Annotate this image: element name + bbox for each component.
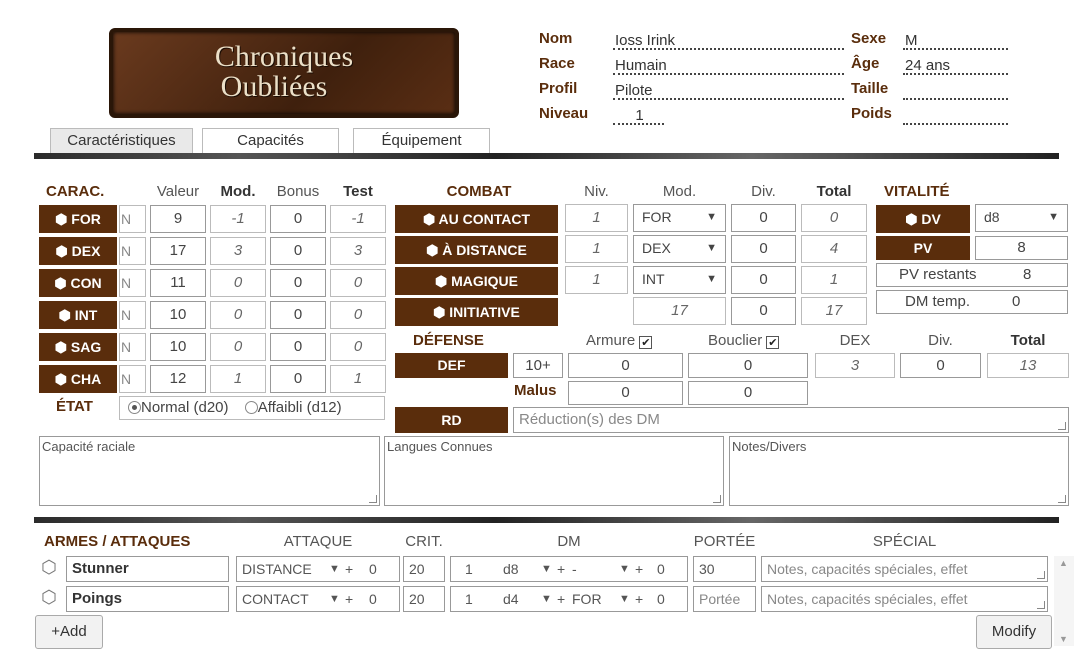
weapon-attack-bonus[interactable]: 0 xyxy=(369,591,377,607)
vitalite-header: VITALITÉ xyxy=(884,183,950,200)
valeur-header: Valeur xyxy=(156,183,200,200)
carac-int-nn[interactable]: N xyxy=(119,301,146,329)
logo-line-2: Oubliées xyxy=(220,70,328,103)
int-mod: 0 xyxy=(210,301,266,329)
sag-mod: 0 xyxy=(210,333,266,361)
carac-header: CARAC. xyxy=(46,183,105,200)
def-label: DEF xyxy=(395,353,508,378)
magique-mod-value: INT xyxy=(642,271,665,287)
weapon-portee-field[interactable]: Portée xyxy=(693,586,756,612)
initiative-base: 17 xyxy=(633,297,726,325)
carac-for-nn[interactable]: N xyxy=(119,205,146,233)
poids-field[interactable] xyxy=(903,105,1008,125)
test-header: Test xyxy=(343,183,373,200)
resize-grip-icon[interactable] xyxy=(1037,571,1045,579)
malus-armure[interactable]: 0 xyxy=(568,381,683,405)
initiative-button[interactable]: ⬢ INITIATIVE xyxy=(395,298,558,326)
dex-test: 3 xyxy=(330,237,386,265)
weapon-special-placeholder: Notes, capacités spéciales, effet xyxy=(767,591,968,607)
combat-div-header: Div. xyxy=(751,183,776,200)
mod-header: Mod. xyxy=(220,183,256,200)
scroll-up-icon[interactable]: ▲ xyxy=(1059,558,1068,568)
chevron-down-icon: ▼ xyxy=(619,563,630,575)
chevron-down-icon: ▼ xyxy=(706,242,717,254)
magique-niv: 1 xyxy=(565,266,628,294)
sexe-label: Sexe xyxy=(851,30,887,47)
sag-test: 0 xyxy=(330,333,386,361)
poids-label: Poids xyxy=(851,105,892,122)
add-weapon-button[interactable]: +Add xyxy=(35,615,103,649)
magique-div[interactable]: 0 xyxy=(731,266,796,294)
bouclier-label-text: Bouclier xyxy=(708,332,763,349)
pv-restants-box xyxy=(876,263,1068,287)
armure-label xyxy=(586,332,652,349)
resize-grip-icon[interactable] xyxy=(1037,601,1045,609)
niveau-label: Niveau xyxy=(539,105,589,122)
weapon-crit-field[interactable]: 20 xyxy=(403,586,445,612)
pv-field[interactable]: 8 xyxy=(975,236,1068,260)
langues-label: Langues Connues xyxy=(387,439,493,454)
au-contact-button[interactable]: ⬢ AU CONTACT xyxy=(395,205,558,233)
weapon-dice-value[interactable]: d8 xyxy=(503,561,519,577)
nom-field[interactable]: Ioss Irink xyxy=(613,30,844,50)
malus-bouclier[interactable]: 0 xyxy=(688,381,808,405)
race-field[interactable]: Humain xyxy=(613,55,844,75)
divider xyxy=(34,153,1059,159)
resize-grip-icon[interactable] xyxy=(713,495,721,503)
weapon-special-field[interactable] xyxy=(761,586,1048,612)
dv-select[interactable] xyxy=(975,204,1068,232)
dm-temp-label: DM temp. xyxy=(905,293,971,310)
cha-bonus[interactable]: 0 xyxy=(270,365,326,393)
chevron-down-icon: ▼ xyxy=(706,211,717,223)
dm-temp-value[interactable]: 0 xyxy=(1012,293,1021,310)
weapon-attack-value: CONTACT xyxy=(242,591,309,607)
notes-divers-label: Notes/Divers xyxy=(732,439,807,454)
divider xyxy=(34,517,1059,523)
for-bonus[interactable]: 0 xyxy=(270,205,326,233)
weapon-dice-count[interactable]: 1 xyxy=(465,591,473,607)
capacite-raciale-textarea[interactable] xyxy=(39,436,380,506)
rd-placeholder: Réduction(s) des DM xyxy=(519,411,660,428)
au-contact-niv: 1 xyxy=(565,204,628,232)
armure-label-text: Armure xyxy=(586,332,636,349)
profil-field[interactable]: Pilote xyxy=(613,80,844,100)
carac-cha-button[interactable]: ⬢ CHA xyxy=(39,365,117,393)
profil-label: Profil xyxy=(539,80,578,97)
d20-roll-icon[interactable]: ⬡ xyxy=(41,587,57,607)
nom-label: Nom xyxy=(539,30,573,47)
initiative-total: 17 xyxy=(801,297,867,325)
crit-header: CRIT. xyxy=(405,533,443,550)
taille-field[interactable] xyxy=(903,80,1008,100)
malus-label: Malus xyxy=(514,382,557,399)
plus-sign: + xyxy=(557,561,566,577)
a-distance-total: 4 xyxy=(801,235,867,263)
for-mod: -1 xyxy=(210,205,266,233)
def-div[interactable]: 0 xyxy=(900,353,981,378)
weapon-attack-select[interactable] xyxy=(236,556,400,582)
sexe-field[interactable]: M xyxy=(903,30,1008,50)
weapon-special-field[interactable] xyxy=(761,556,1048,582)
cha-test: 1 xyxy=(330,365,386,393)
tab-caracteristiques[interactable]: Caractéristiques xyxy=(50,128,193,154)
resize-grip-icon[interactable] xyxy=(369,495,377,503)
plus-sign: + xyxy=(635,561,644,577)
weapon-attack-bonus[interactable]: 0 xyxy=(369,561,377,577)
resize-grip-icon[interactable] xyxy=(1058,495,1066,503)
def-base: 10+ xyxy=(513,353,563,378)
carac-int-button[interactable]: ⬢ INT xyxy=(39,301,117,329)
rd-input[interactable] xyxy=(513,407,1069,433)
logo xyxy=(109,28,459,118)
dv-button[interactable]: ⬢ DV xyxy=(876,205,970,233)
a-distance-button[interactable]: ⬢ À DISTANCE xyxy=(395,236,558,264)
dm-temp-box xyxy=(876,290,1068,314)
def-dex-header: DEX xyxy=(839,332,871,349)
con-valeur[interactable]: 11 xyxy=(150,269,206,297)
initiative-div[interactable]: 0 xyxy=(731,297,796,325)
logo-line-1: Chroniques xyxy=(214,40,354,73)
carac-cha-nn[interactable]: N xyxy=(119,365,146,393)
weapon-dm-mod[interactable]: FOR xyxy=(572,591,602,607)
attaque-header: ATTAQUE xyxy=(283,533,353,550)
plus-sign: + xyxy=(345,561,354,577)
niv-header: Niv. xyxy=(584,183,609,200)
pv-restants-value[interactable]: 8 xyxy=(1023,266,1032,283)
pv-restants-label: PV restants xyxy=(899,266,977,283)
plus-sign: + xyxy=(635,591,644,607)
cha-valeur[interactable]: 12 xyxy=(150,365,206,393)
chevron-down-icon: ▼ xyxy=(329,593,340,605)
for-valeur[interactable]: 9 xyxy=(150,205,206,233)
weapon-special-placeholder: Notes, capacités spéciales, effet xyxy=(767,561,968,577)
chevron-down-icon: ▼ xyxy=(706,273,717,285)
pv-label: PV xyxy=(876,236,970,260)
defense-header: DÉFENSE xyxy=(413,332,484,349)
chevron-down-icon: ▼ xyxy=(541,593,552,605)
etat-affaibli-label[interactable]: Affaibli (d12) xyxy=(257,399,342,416)
armure-checkbox[interactable]: ✔ xyxy=(641,337,651,349)
def-total: 13 xyxy=(987,353,1069,378)
con-bonus[interactable]: 0 xyxy=(270,269,326,297)
weapon-attack-select[interactable] xyxy=(236,586,400,612)
age-field[interactable]: 24 ans xyxy=(903,55,1008,75)
weapon-name-field[interactable]: Stunner xyxy=(66,556,229,582)
carac-for-button[interactable]: ⬢ FOR xyxy=(39,205,117,233)
weapon-crit-field[interactable]: 20 xyxy=(403,556,445,582)
carac-dex-nn[interactable]: N xyxy=(119,237,146,265)
carac-con-button[interactable]: ⬢ CON xyxy=(39,269,117,297)
niveau-field[interactable]: 1 xyxy=(613,105,664,125)
con-test: 0 xyxy=(330,269,386,297)
plus-sign: + xyxy=(557,591,566,607)
weapon-dm-bonus[interactable]: 0 xyxy=(657,561,665,577)
tab-equipement[interactable]: Équipement xyxy=(353,128,490,154)
rd-label: RD xyxy=(395,407,508,433)
a-distance-niv: 1 xyxy=(565,235,628,263)
tab-capacites[interactable]: Capacités xyxy=(202,128,339,154)
scroll-down-icon[interactable]: ▼ xyxy=(1059,634,1068,644)
weapon-name-field[interactable]: Poings xyxy=(66,586,229,612)
weapon-portee-field[interactable]: 30 xyxy=(693,556,756,582)
magique-total: 1 xyxy=(801,266,867,294)
weapon-dm-mod[interactable]: - xyxy=(572,561,577,577)
def-div-header: Div. xyxy=(928,332,953,349)
etat-affaibli-radio[interactable] xyxy=(245,401,258,414)
plus-sign: + xyxy=(345,591,354,607)
bonus-header: Bonus xyxy=(276,183,320,200)
a-distance-div[interactable]: 0 xyxy=(731,235,796,263)
sag-valeur[interactable]: 10 xyxy=(150,333,206,361)
magique-button[interactable]: ⬢ MAGIQUE xyxy=(395,267,558,295)
weapon-dm-group[interactable] xyxy=(450,586,688,612)
def-total-header: Total xyxy=(1010,332,1046,349)
con-mod: 0 xyxy=(210,269,266,297)
carac-sag-button[interactable]: ⬢ SAG xyxy=(39,333,117,361)
weapon-attack-value: DISTANCE xyxy=(242,561,312,577)
taille-label: Taille xyxy=(851,80,889,97)
carac-sag-nn[interactable]: N xyxy=(119,333,146,361)
a-distance-mod-value: DEX xyxy=(642,240,671,256)
sag-bonus[interactable]: 0 xyxy=(270,333,326,361)
resize-grip-icon[interactable] xyxy=(1058,422,1066,430)
def-dex: 3 xyxy=(815,353,895,378)
etat-label: ÉTAT xyxy=(56,398,93,415)
bouclier-checkbox[interactable]: ✔ xyxy=(768,337,778,349)
def-armure[interactable]: 0 xyxy=(568,353,683,378)
chevron-down-icon: ▼ xyxy=(619,593,630,605)
age-label: Âge xyxy=(851,55,880,72)
chevron-down-icon: ▼ xyxy=(329,563,340,575)
for-test: -1 xyxy=(330,205,386,233)
modify-weapons-button[interactable]: Modify xyxy=(976,615,1052,649)
au-contact-total: 0 xyxy=(801,204,867,232)
combat-header: COMBAT xyxy=(446,183,512,200)
dv-value: d8 xyxy=(984,209,1000,225)
weapon-dm-group[interactable] xyxy=(450,556,688,582)
capacite-raciale-label: Capacité raciale xyxy=(42,439,136,454)
carac-dex-button[interactable]: ⬢ DEX xyxy=(39,237,117,265)
cha-mod: 1 xyxy=(210,365,266,393)
dex-mod: 3 xyxy=(210,237,266,265)
int-test: 0 xyxy=(330,301,386,329)
a-distance-mod-select[interactable] xyxy=(633,235,726,263)
race-label: Race xyxy=(539,55,575,72)
bouclier-label xyxy=(708,332,779,349)
def-bouclier[interactable]: 0 xyxy=(688,353,808,378)
int-bonus[interactable]: 0 xyxy=(270,301,326,329)
combat-total-header: Total xyxy=(816,183,852,200)
int-valeur[interactable]: 10 xyxy=(150,301,206,329)
chevron-down-icon: ▼ xyxy=(541,563,552,575)
weapon-dice-value[interactable]: d4 xyxy=(503,591,519,607)
etat-normal-radio[interactable] xyxy=(128,401,141,414)
d20-roll-icon[interactable]: ⬡ xyxy=(41,557,57,577)
etat-group xyxy=(119,396,385,420)
langues-textarea[interactable] xyxy=(384,436,724,506)
chevron-down-icon: ▼ xyxy=(1048,211,1059,223)
dex-valeur[interactable]: 17 xyxy=(150,237,206,265)
weapon-dice-count[interactable]: 1 xyxy=(465,561,473,577)
au-contact-mod-select[interactable] xyxy=(633,204,726,232)
etat-normal-label[interactable]: Normal (d20) xyxy=(141,399,229,416)
portee-header: PORTÉE xyxy=(693,533,756,550)
weapons-scrollbar[interactable] xyxy=(1054,556,1074,646)
au-contact-div[interactable]: 0 xyxy=(731,204,796,232)
combat-mod-header: Mod. xyxy=(662,183,697,200)
special-header: SPÉCIAL xyxy=(872,533,937,550)
notes-divers-textarea[interactable] xyxy=(729,436,1069,506)
au-contact-mod-value: FOR xyxy=(642,209,672,225)
armes-header: ARMES / ATTAQUES xyxy=(44,533,191,550)
dm-header: DM xyxy=(557,533,581,550)
weapon-dm-bonus[interactable]: 0 xyxy=(657,591,665,607)
carac-con-nn[interactable]: N xyxy=(119,269,146,297)
magique-mod-select[interactable] xyxy=(633,266,726,294)
dex-bonus[interactable]: 0 xyxy=(270,237,326,265)
